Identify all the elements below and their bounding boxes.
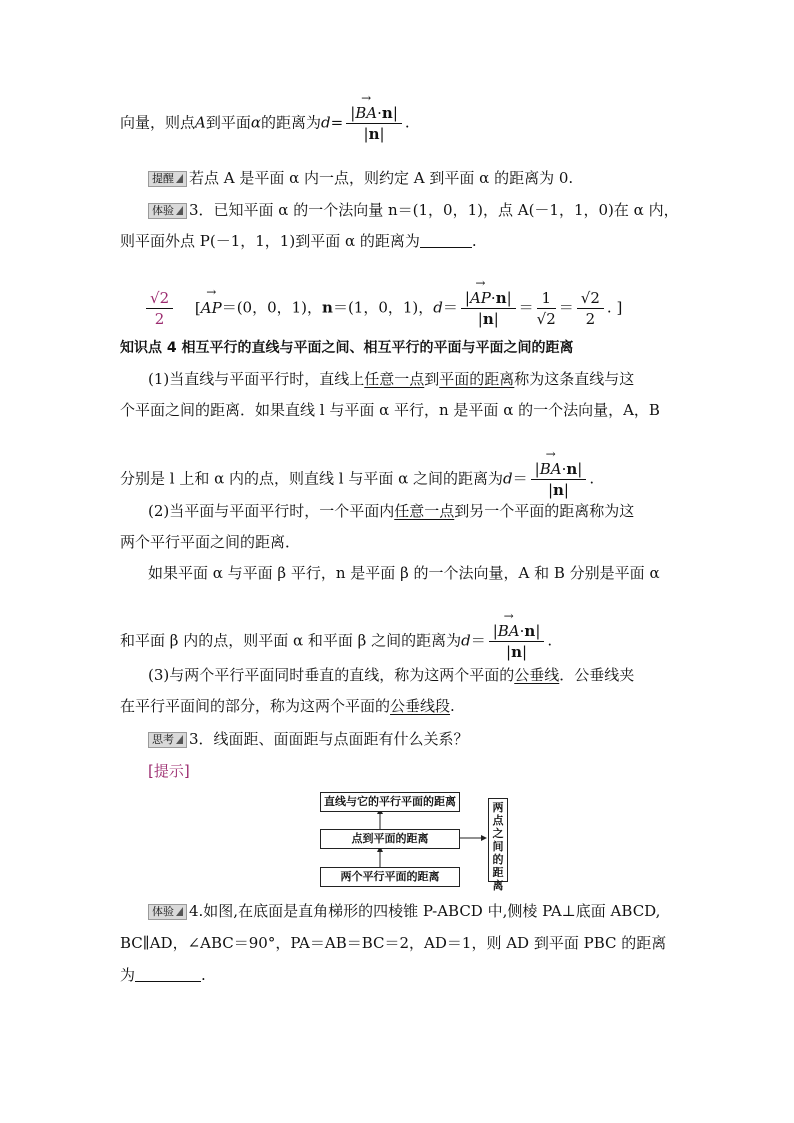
- hint-text: [提示]: [148, 762, 190, 780]
- underlined-term: 平面的距离: [439, 370, 515, 388]
- normal-n: n: [524, 622, 536, 640]
- fraction-root2-over-2: $\frac{√2}{2}$: [577, 289, 604, 328]
- text: (3)与两个平行平面同时垂直的直线，称为这两个平面的: [148, 666, 515, 684]
- exercise-3-line-2: [120, 231, 477, 251]
- underlined-term: 公垂线段: [390, 697, 451, 715]
- item-1-line-3: [120, 460, 594, 499]
- answer-value: $\frac{√2}{2}$: [146, 289, 173, 328]
- ap-value: ＝(0，0，1)，: [221, 298, 323, 317]
- item-1-line-1: [148, 369, 634, 389]
- text: .: [450, 697, 455, 715]
- box-plane-plane-distance: [320, 867, 460, 887]
- period: .: [547, 631, 553, 650]
- box-two-point-distance: [488, 798, 508, 892]
- think-text: 3．线面距、面面距与点面距有什么关系？: [189, 730, 469, 748]
- equals: ＝: [442, 298, 458, 317]
- normal-n: n: [368, 125, 380, 143]
- exercise-4-line-3: [120, 965, 206, 985]
- text: 两个平行平面之间的距离．: [120, 533, 301, 551]
- dot: ·: [490, 289, 496, 307]
- radicand: 2: [546, 310, 556, 328]
- normal-n: n: [566, 460, 578, 478]
- text: 到: [424, 370, 440, 388]
- normal-n: n: [322, 298, 333, 317]
- exercise-4-line-1: [148, 901, 660, 921]
- underlined-term: 任意一点: [364, 370, 425, 388]
- denominator: 2: [585, 310, 596, 328]
- normal-n: n: [381, 104, 393, 122]
- symbol-d: d: [503, 469, 513, 488]
- point-A: A: [195, 113, 206, 132]
- equals: ＝: [512, 469, 528, 488]
- vector-BA: → BA: [540, 460, 562, 478]
- denominator: 2: [154, 310, 165, 328]
- answer-3-line: $\frac{√2}{2}$ [→ AP＝(0，0，1)，n＝(1，0，1)，d＝ $\frac{|\to AP\cdot n|}{|n|}$ ＝ $\frac{1}{√2}$ ＝ $\frac{√2}{2}$ . ]: [143, 289, 622, 328]
- dot: ·: [377, 104, 382, 122]
- distance-relationship-diagram: [310, 790, 520, 890]
- exercise-3-text: 3．已知平面 α 的一个法向量 n＝(1，0，1)，点 A(－1，1，0)在 α 内，: [189, 201, 679, 219]
- vector-AP: → AP: [470, 289, 491, 307]
- underlined-term: 公垂线: [514, 666, 560, 684]
- dot: ·: [561, 460, 567, 478]
- item-1-line-2: [120, 400, 660, 420]
- text: ．公垂线夹: [559, 666, 635, 684]
- box-point-plane-distance: [320, 829, 460, 849]
- text: (2)当平面与平面平行时，一个平面内: [148, 502, 395, 520]
- heading-text: 知识点 4 相互平行的直线与平面之间、相互平行的平面与平面之间的距离: [120, 340, 574, 356]
- distance-fraction: $\frac{|\to BA\cdot n|}{|n|}$: [489, 622, 545, 661]
- normal-n: n: [495, 289, 507, 307]
- exercise-4-text: BC∥AD，∠ABC＝90°，PA＝AB＝BC＝2，AD＝1，则 AD 到平面 PBC 的距离: [120, 934, 667, 952]
- hint-label: [148, 761, 190, 781]
- section-heading: [120, 338, 574, 358]
- distance-fraction: $\frac{|\to BA\cdot n|}{|n|}$: [346, 104, 402, 143]
- period: .: [201, 966, 206, 984]
- answer-blank: [135, 967, 201, 982]
- box-label: 直线与它的平行平面的距离: [324, 795, 456, 808]
- text: 到平面: [205, 113, 251, 132]
- item-2-line-4: [120, 622, 552, 661]
- dot: ·: [519, 622, 525, 640]
- text: 到另一个平面的距离称为这: [454, 502, 635, 520]
- text: 在平行平面间的部分，称为这两个平面的: [120, 697, 391, 715]
- fraction-one-over-root2: $\frac{1}{√2}$: [536, 289, 556, 328]
- vector-BA: → BA: [355, 104, 377, 122]
- period: .: [404, 113, 410, 132]
- exercise-4-line-2: [120, 933, 666, 953]
- text: 的距离为: [261, 113, 322, 132]
- period: .: [589, 469, 595, 488]
- tip-text: 若点 A 是平面 α 内一点，则约定 A 到平面 α 的距离为 0.: [189, 169, 574, 187]
- vector-BA: → BA: [498, 622, 520, 640]
- distance-fraction: $\frac{|\to BA\cdot n|}{|n|}$: [531, 460, 587, 499]
- think-line: [148, 729, 469, 749]
- normal-n: n: [482, 310, 494, 328]
- text: (1)当直线与平面平行时，直线上: [148, 370, 365, 388]
- numerator: 1: [537, 289, 556, 309]
- box-line-plane-distance: [320, 792, 460, 812]
- vector-AP: → AP: [201, 298, 222, 318]
- normal-n: n: [553, 481, 564, 499]
- item-2-line-1: [148, 501, 634, 521]
- exercise-tag: 体验: [148, 203, 187, 219]
- exercise-3-text: 则平面外点 P(－1，1，1)到平面 α 的距离为: [120, 232, 420, 250]
- symbol-d: d: [433, 298, 443, 317]
- item-2-line-2: [120, 532, 300, 552]
- radicand: 2: [590, 289, 600, 307]
- normal-n: n: [511, 643, 522, 661]
- n-value: ＝(1，0，1)，: [332, 298, 434, 317]
- exercise-4-text: 4.如图,在底面是直角梯形的四棱锥 P-ABCD 中,侧棱 PA⊥底面 ABCD,: [189, 902, 661, 920]
- symbol-d: d: [321, 113, 331, 132]
- item-3-line-1: [148, 665, 634, 685]
- exercise-3-line-1: [148, 200, 679, 220]
- tip-line: [148, 168, 573, 188]
- underlined-term: 任意一点: [394, 502, 455, 520]
- distance-formula-line: [120, 104, 410, 143]
- equals: ＝: [470, 631, 486, 650]
- symbol-d: d: [461, 631, 471, 650]
- text: 称为这条直线与这: [514, 370, 635, 388]
- exercise-4-text: 为: [120, 966, 136, 984]
- text: 向量，则点: [120, 113, 196, 132]
- tip-tag: 提醒: [148, 171, 187, 187]
- item-3-line-2: [120, 696, 455, 716]
- text: 分别是 l 上和 α 内的点，则直线 l 与平面 α 之间的距离为: [120, 469, 504, 488]
- answer-blank: [420, 233, 472, 248]
- radicand: 2: [159, 289, 170, 307]
- plane-alpha: α: [250, 113, 262, 132]
- equals: =: [330, 113, 344, 132]
- text: 个平面之间的距离．如果直线 l 与平面 α 平行，n 是平面 α 的一个法向量，A，B: [120, 401, 660, 419]
- bracket: [: [194, 298, 201, 317]
- item-2-line-3: [148, 563, 660, 583]
- bracket: . ]: [606, 298, 623, 317]
- box-label: 两点之间的距离: [492, 801, 504, 892]
- exercise-tag: 体验: [148, 904, 187, 920]
- text: 如果平面 α 与平面 β 平行，n 是平面 β 的一个法向量，A 和 B 分别是平面 α: [148, 564, 660, 582]
- box-label: 点到平面的距离: [351, 832, 429, 845]
- period: .: [471, 232, 477, 250]
- think-tag: 思考: [148, 732, 187, 748]
- text: 和平面 β 内的点，则平面 α 和平面 β 之间的距离为: [120, 631, 462, 650]
- box-label: 两个平行平面的距离: [340, 870, 440, 883]
- distance-fraction: $\frac{|\to AP\cdot n|}{|n|}$: [461, 289, 516, 328]
